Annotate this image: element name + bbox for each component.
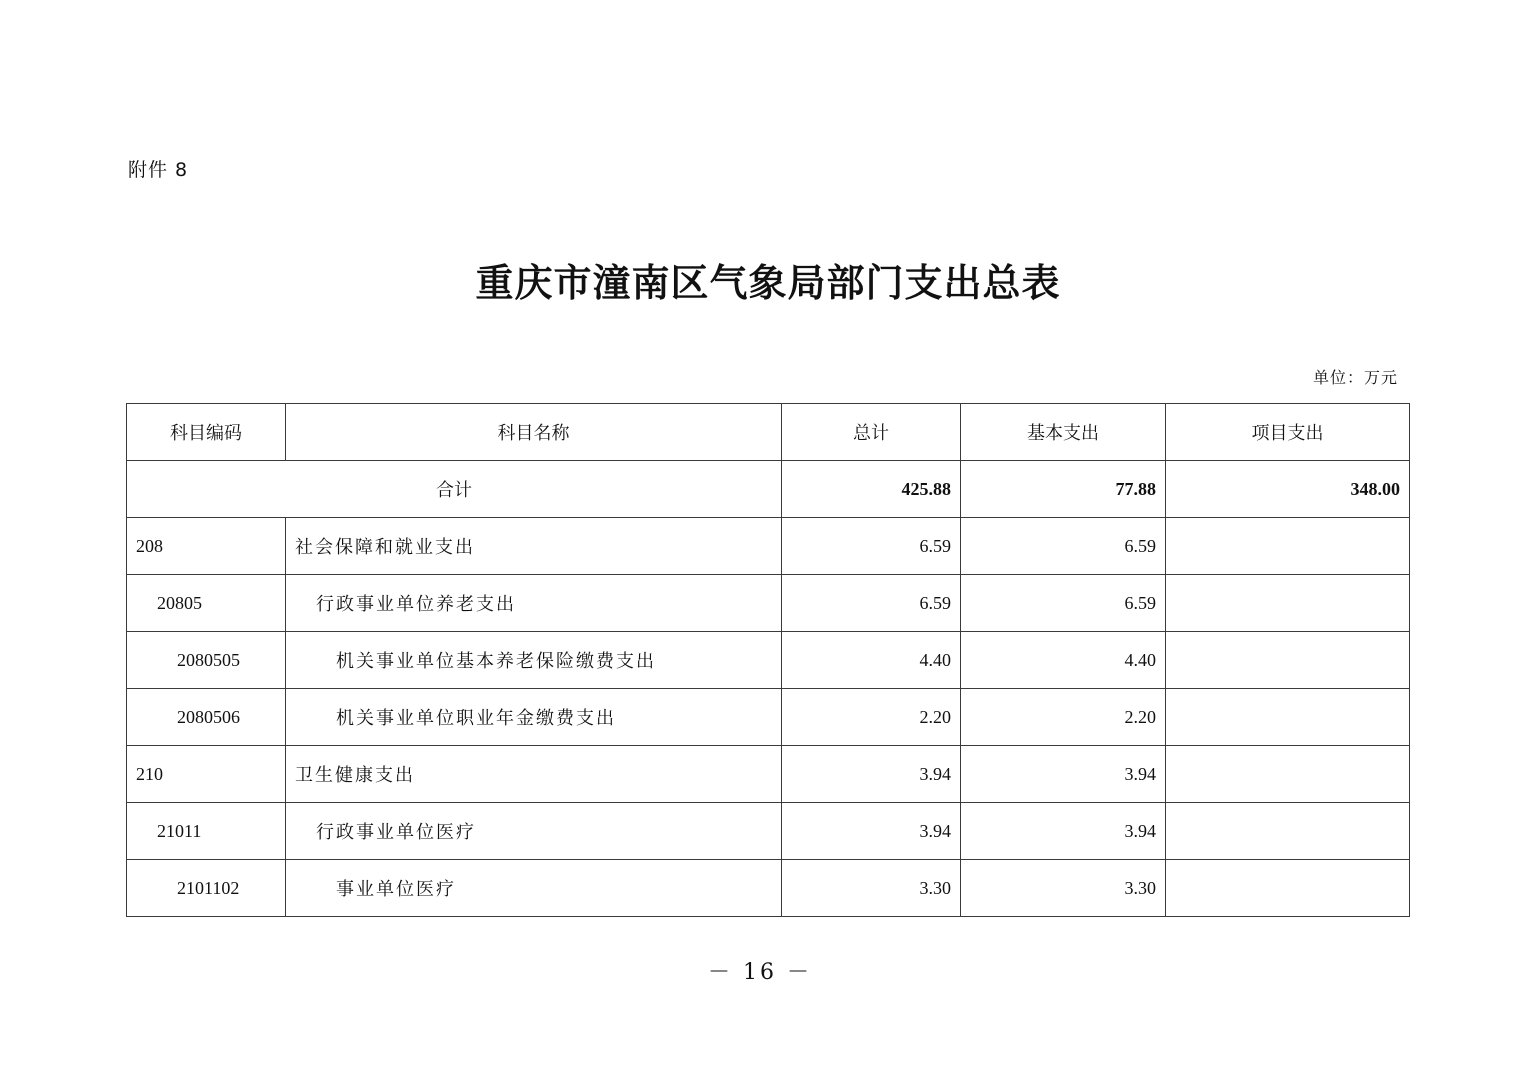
row-code: 2080505 — [127, 632, 286, 689]
row-total: 3.94 — [782, 746, 961, 803]
row-name: 事业单位医疗 — [286, 860, 782, 917]
row-total: 2.20 — [782, 689, 961, 746]
row-basic: 3.94 — [961, 746, 1166, 803]
table-row — [127, 575, 1410, 632]
row-name: 行政事业单位养老支出 — [286, 575, 782, 632]
row-total: 3.30 — [782, 860, 961, 917]
row-code: 210 — [127, 746, 286, 803]
expenditure-table — [126, 403, 1410, 917]
row-project — [1166, 575, 1410, 632]
attachment-label: 附件 8 — [128, 159, 189, 181]
table-row — [127, 860, 1410, 917]
row-name: 机关事业单位职业年金缴费支出 — [286, 689, 782, 746]
row-basic: 4.40 — [961, 632, 1166, 689]
page-title: 重庆市潼南区气象局部门支出总表 — [475, 260, 1061, 305]
header-basic: 基本支出 — [961, 404, 1166, 461]
total-basic: 77.88 — [961, 461, 1166, 518]
table-row — [127, 632, 1410, 689]
header-total: 总计 — [782, 404, 961, 461]
table-row — [127, 689, 1410, 746]
row-code: 208 — [127, 518, 286, 575]
row-name: 卫生健康支出 — [286, 746, 782, 803]
row-name: 社会保障和就业支出 — [286, 518, 782, 575]
header-project: 项目支出 — [1166, 404, 1410, 461]
row-project — [1166, 860, 1410, 917]
row-total: 4.40 — [782, 632, 961, 689]
row-basic: 3.94 — [961, 803, 1166, 860]
row-name: 机关事业单位基本养老保险缴费支出 — [286, 632, 782, 689]
row-total: 6.59 — [782, 518, 961, 575]
row-code: 2101102 — [127, 860, 286, 917]
row-project — [1166, 518, 1410, 575]
row-basic: 2.20 — [961, 689, 1166, 746]
total-total: 425.88 — [782, 461, 961, 518]
row-total: 6.59 — [782, 575, 961, 632]
page-number: － 16 － — [708, 960, 812, 985]
row-name: 行政事业单位医疗 — [286, 803, 782, 860]
row-project — [1166, 632, 1410, 689]
header-code: 科目编码 — [127, 404, 286, 461]
row-basic: 6.59 — [961, 575, 1166, 632]
row-code: 21011 — [127, 803, 286, 860]
row-code: 20805 — [127, 575, 286, 632]
total-project: 348.00 — [1166, 461, 1410, 518]
unit-label: 单位：万元 — [1312, 368, 1398, 387]
row-code: 2080506 — [127, 689, 286, 746]
table-header-row — [127, 404, 1410, 461]
row-basic: 6.59 — [961, 518, 1166, 575]
total-label: 合计 — [127, 461, 782, 518]
row-basic: 3.30 — [961, 860, 1166, 917]
table-row — [127, 746, 1410, 803]
row-project — [1166, 746, 1410, 803]
row-project — [1166, 689, 1410, 746]
header-name: 科目名称 — [286, 404, 782, 461]
row-total: 3.94 — [782, 803, 961, 860]
table-row — [127, 803, 1410, 860]
total-row — [127, 461, 1410, 518]
row-project — [1166, 803, 1410, 860]
table-row — [127, 518, 1410, 575]
